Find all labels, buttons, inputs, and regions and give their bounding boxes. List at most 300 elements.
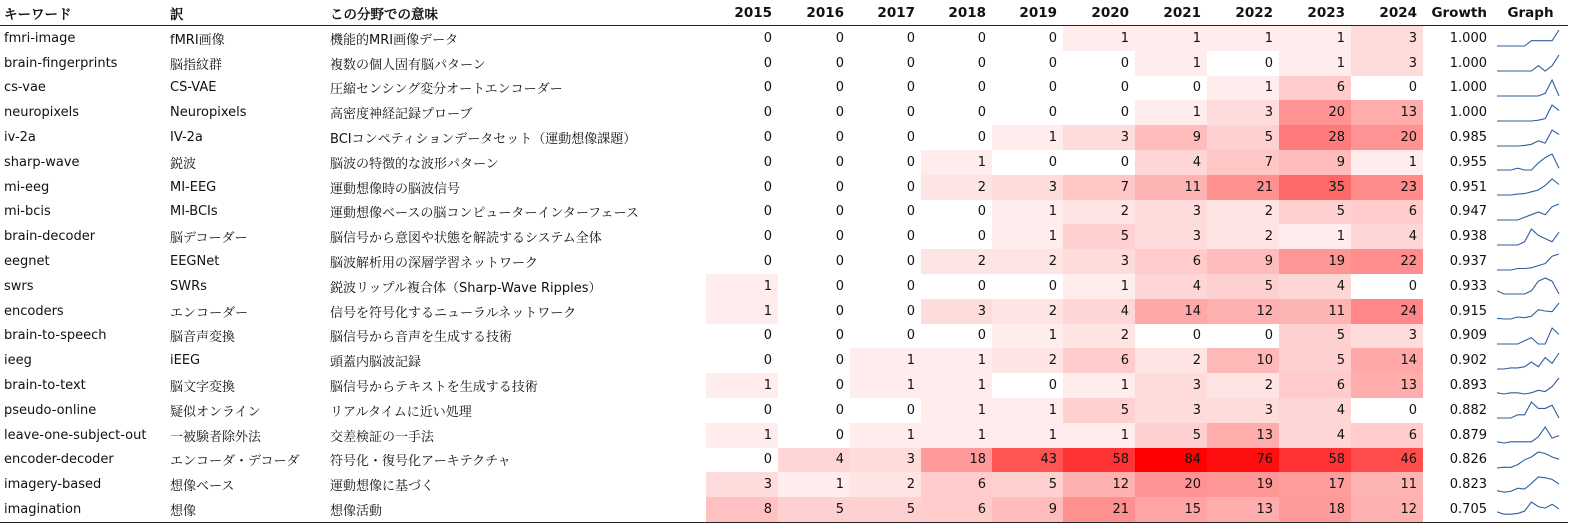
count-cell: 9 [1279, 150, 1351, 175]
sparkline [1495, 400, 1561, 420]
count-cell: 12 [1063, 472, 1135, 497]
count-cell: 1 [706, 299, 778, 324]
count-cell: 0 [850, 398, 921, 423]
count-cell: 0 [850, 76, 921, 101]
sparkline [1495, 276, 1561, 296]
year-header: 2022 [1207, 0, 1279, 26]
table-row [0, 497, 1568, 522]
sparkline-cell [1493, 26, 1568, 51]
count-cell: 21 [1063, 497, 1135, 522]
count-cell: 1 [1135, 51, 1207, 76]
sparkline [1495, 500, 1561, 520]
meaning-cell: 運動想像ベースの脳コンピューターインターフェース [330, 206, 639, 222]
count-cell: 0 [778, 299, 850, 324]
count-cell: 3 [1135, 373, 1207, 398]
count-cell: 1 [992, 200, 1063, 225]
count-cell: 0 [706, 175, 778, 200]
year-header: 2016 [778, 0, 850, 26]
count-cell: 1 [1135, 100, 1207, 125]
translation-cell: Neuropixels [170, 105, 247, 121]
sparkline-line [1497, 55, 1559, 71]
sparkline-line [1497, 402, 1559, 418]
table-row [0, 200, 1568, 225]
meaning-cell: 脳信号から意図や状態を解読するシステム全体 [330, 231, 602, 247]
count-cell: 0 [850, 224, 921, 249]
count-cell: 0 [706, 249, 778, 274]
count-cell: 4 [1279, 423, 1351, 448]
growth-cell: 0.951 [1449, 179, 1487, 195]
count-cell: 13 [1351, 373, 1423, 398]
count-cell: 1 [1063, 373, 1135, 398]
table-row [0, 249, 1568, 274]
sparkline-line [1497, 328, 1559, 344]
count-cell: 0 [778, 26, 850, 51]
count-cell: 13 [1207, 497, 1279, 522]
count-cell: 6 [1135, 249, 1207, 274]
count-cell: 76 [1207, 448, 1279, 473]
count-cell: 0 [778, 100, 850, 125]
translation-cell: iEEG [170, 353, 201, 369]
count-cell: 1 [1063, 423, 1135, 448]
translation-cell: 想像ベース [170, 479, 235, 495]
sparkline-line [1497, 229, 1559, 245]
count-cell: 0 [1063, 100, 1135, 125]
meaning-cell: 交差検証の一手法 [330, 429, 435, 445]
meaning-cell: BCIコンペティションデータセット（運動想像課題） [330, 132, 637, 148]
sparkline-cell [1493, 299, 1568, 324]
sparkline [1495, 53, 1561, 73]
count-cell: 1 [921, 423, 992, 448]
count-cell: 0 [1207, 324, 1279, 349]
count-cell: 20 [1135, 472, 1207, 497]
count-cell: 3 [1135, 200, 1207, 225]
count-cell: 0 [778, 324, 850, 349]
sparkline-line [1497, 154, 1559, 170]
count-cell: 0 [850, 249, 921, 274]
count-cell: 1 [1279, 51, 1351, 76]
count-cell: 23 [1351, 175, 1423, 200]
sparkline-line [1497, 502, 1559, 514]
count-cell: 0 [706, 76, 778, 101]
count-cell: 1 [921, 348, 992, 373]
keyword-cell: ieeg [4, 353, 32, 369]
sparkline-line [1497, 378, 1559, 394]
count-cell: 2 [992, 249, 1063, 274]
count-cell: 3 [1207, 100, 1279, 125]
count-cell: 0 [1207, 51, 1279, 76]
sparkline [1495, 152, 1561, 172]
count-cell: 5 [992, 472, 1063, 497]
count-cell: 2 [1135, 348, 1207, 373]
count-cell: 7 [1207, 150, 1279, 175]
sparkline [1495, 301, 1561, 321]
translation-cell: エンコーダー [170, 305, 249, 321]
table-row [0, 76, 1568, 101]
count-cell: 3 [921, 299, 992, 324]
count-cell: 0 [706, 324, 778, 349]
count-cell: 0 [778, 274, 850, 299]
growth-cell: 1.000 [1449, 105, 1487, 121]
count-cell: 1 [1279, 224, 1351, 249]
count-cell: 1 [1279, 26, 1351, 51]
count-cell: 0 [850, 299, 921, 324]
count-cell: 0 [778, 175, 850, 200]
sparkline-cell [1493, 448, 1568, 473]
count-cell: 1 [1207, 26, 1279, 51]
growth-cell: 0.893 [1449, 378, 1487, 394]
count-cell: 8 [706, 497, 778, 522]
count-cell: 2 [1207, 200, 1279, 225]
count-cell: 0 [921, 51, 992, 76]
meaning-cell: 信号を符号化するニューラルネットワーク [330, 305, 577, 321]
count-cell: 4 [1135, 150, 1207, 175]
count-cell: 14 [1135, 299, 1207, 324]
meaning-cell: 運動想像に基づく [330, 479, 435, 495]
count-cell: 0 [992, 150, 1063, 175]
growth-cell: 0.933 [1449, 278, 1487, 294]
sparkline-cell [1493, 175, 1568, 200]
count-cell: 1 [921, 398, 992, 423]
count-cell: 4 [1279, 274, 1351, 299]
translation-cell: fMRI画像 [170, 32, 225, 48]
keyword-cell: swrs [4, 278, 34, 294]
table-row [0, 398, 1568, 423]
sparkline [1495, 177, 1561, 197]
translation-cell: MI-BCIs [170, 204, 218, 220]
count-cell: 0 [921, 200, 992, 225]
sparkline-cell [1493, 472, 1568, 497]
meaning-cell: 想像活動 [326, 497, 706, 522]
count-cell: 0 [992, 274, 1063, 299]
sparkline-cell [1493, 200, 1568, 225]
count-cell: 0 [1063, 76, 1135, 101]
count-cell: 18 [921, 448, 992, 473]
count-cell: 20 [1351, 125, 1423, 150]
growth-header: Growth [1423, 0, 1493, 26]
count-cell: 5 [778, 497, 850, 522]
sparkline-cell [1493, 274, 1568, 299]
year-header: 2018 [921, 0, 992, 26]
keyword-cell: brain-decoder [4, 229, 96, 245]
count-cell: 0 [992, 76, 1063, 101]
count-cell: 1 [706, 423, 778, 448]
sparkline [1495, 475, 1561, 495]
count-cell: 0 [778, 348, 850, 373]
sparkline-line [1497, 204, 1559, 220]
keyword-cell: pseudo-online [4, 402, 97, 418]
growth-cell: 1.000 [1449, 80, 1487, 96]
count-cell: 11 [1135, 175, 1207, 200]
count-cell: 0 [850, 100, 921, 125]
count-cell: 0 [778, 249, 850, 274]
count-cell: 3 [1351, 26, 1423, 51]
keyword-cell: brain-to-speech [4, 328, 107, 344]
count-cell: 6 [1279, 76, 1351, 101]
sparkline [1495, 227, 1561, 247]
count-cell: 43 [992, 448, 1063, 473]
count-cell: 2 [992, 348, 1063, 373]
sparkline-cell [1493, 224, 1568, 249]
keyword-cell: imagination [0, 497, 166, 522]
count-cell: 1 [850, 348, 921, 373]
count-cell: 2 [921, 175, 992, 200]
count-cell: 5 [1279, 200, 1351, 225]
count-cell: 0 [850, 200, 921, 225]
count-cell: 2 [921, 249, 992, 274]
sparkline-cell [1493, 497, 1568, 522]
sparkline-cell [1493, 150, 1568, 175]
count-cell: 0 [921, 274, 992, 299]
sparkline-line [1497, 477, 1559, 492]
count-cell: 0 [850, 51, 921, 76]
keyword-cell: encoder-decoder [4, 452, 114, 468]
count-cell: 3 [1351, 51, 1423, 76]
count-cell: 0 [706, 100, 778, 125]
meaning-cell: 脳信号からテキストを生成する技術 [330, 380, 538, 396]
keyword-cell: encoders [4, 303, 64, 319]
sparkline [1495, 28, 1561, 48]
count-cell: 1 [992, 224, 1063, 249]
count-cell: 21 [1207, 175, 1279, 200]
growth-cell: 0.915 [1449, 303, 1487, 319]
growth-cell: 0.879 [1449, 427, 1487, 443]
sparkline-cell [1493, 348, 1568, 373]
translation-cell: エンコーダ・デコーダ [170, 454, 300, 470]
growth-cell: 1.000 [1449, 30, 1487, 46]
table-row [0, 299, 1568, 324]
count-cell: 12 [1351, 497, 1423, 522]
count-cell: 5 [1063, 224, 1135, 249]
translation-cell: EEGNet [170, 254, 220, 270]
year-header: 2023 [1279, 0, 1351, 26]
keyword-cell: leave-one-subject-out [4, 427, 147, 443]
meaning-header: この分野での意味 [326, 0, 706, 26]
keyword-cell: iv-2a [4, 130, 36, 146]
year-header: 2017 [850, 0, 921, 26]
count-cell: 0 [706, 125, 778, 150]
count-cell: 1 [850, 423, 921, 448]
count-cell: 1 [992, 398, 1063, 423]
keyword-cell: eegnet [4, 254, 50, 270]
count-cell: 58 [1279, 448, 1351, 473]
count-cell: 0 [706, 51, 778, 76]
meaning-cell: 脳波の特徴的な波形パターン [330, 156, 499, 172]
meaning-cell: 鋭波リップル複合体（Sharp-Wave Ripples） [330, 280, 602, 296]
table-body [0, 26, 1568, 523]
sparkline-cell [1493, 125, 1568, 150]
count-cell: 0 [706, 348, 778, 373]
meaning-cell: 脳波解析用の深層学習ネットワーク [330, 256, 539, 272]
count-cell: 0 [850, 274, 921, 299]
year-header: 2024 [1351, 0, 1423, 26]
sparkline-line [1497, 80, 1559, 96]
count-cell: 5 [1207, 125, 1279, 150]
sparkline-line [1497, 353, 1559, 369]
meaning-cell: 頭蓋内脳波記録 [330, 355, 422, 371]
sparkline-line [1497, 254, 1559, 270]
count-cell: 1 [706, 373, 778, 398]
growth-cell: 0.882 [1449, 402, 1487, 418]
count-cell: 13 [1351, 100, 1423, 125]
count-cell: 0 [921, 324, 992, 349]
count-cell: 1 [992, 324, 1063, 349]
growth-cell: 0.985 [1449, 130, 1487, 146]
meaning-cell: 運動想像時の脳波信号 [330, 181, 461, 197]
sparkline-line [1497, 303, 1559, 319]
growth-cell: 1.000 [1449, 55, 1487, 71]
count-cell: 84 [1135, 448, 1207, 473]
keyword-cell: neuropixels [4, 105, 80, 121]
growth-cell: 0.955 [1449, 154, 1487, 170]
count-cell: 5 [1063, 398, 1135, 423]
sparkline-line [1497, 452, 1559, 468]
count-cell: 5 [1279, 348, 1351, 373]
table-row [0, 472, 1568, 497]
count-cell: 0 [778, 423, 850, 448]
table-row [0, 348, 1568, 373]
count-cell: 0 [778, 200, 850, 225]
translation-cell: 想像 [166, 497, 326, 522]
growth-cell: 0.947 [1449, 204, 1487, 220]
count-cell: 1 [778, 472, 850, 497]
table-row [0, 274, 1568, 299]
count-cell: 2 [1207, 224, 1279, 249]
count-cell: 3 [1063, 125, 1135, 150]
count-cell: 0 [921, 76, 992, 101]
translation-cell: IV-2a [170, 130, 203, 146]
count-cell: 6 [921, 497, 992, 522]
translation-cell: 脳指紋群 [170, 57, 223, 73]
year-header: 2021 [1135, 0, 1207, 26]
table-row [0, 423, 1568, 448]
graph-header: Graph [1493, 0, 1568, 26]
count-cell: 1 [1063, 274, 1135, 299]
count-cell: 0 [992, 26, 1063, 51]
sparkline [1495, 425, 1561, 445]
keyword-cell: mi-bcis [4, 204, 51, 220]
sparkline-cell [1493, 76, 1568, 101]
count-cell: 0 [778, 150, 850, 175]
table-row [0, 51, 1568, 76]
count-cell: 3 [1063, 249, 1135, 274]
count-cell: 0 [778, 373, 850, 398]
table-row [0, 224, 1568, 249]
growth-cell: 0.937 [1449, 254, 1487, 270]
translation-cell: MI-EEG [170, 179, 217, 195]
year-header: 2015 [706, 0, 778, 26]
sparkline [1495, 128, 1561, 148]
keyword-cell: brain-to-text [4, 378, 86, 394]
keyword-cell: sharp-wave [4, 154, 80, 170]
count-cell: 3 [1351, 324, 1423, 349]
count-cell: 0 [706, 200, 778, 225]
sparkline [1495, 78, 1561, 98]
sparkline [1495, 450, 1561, 470]
meaning-cell: 符号化・復号化アーキテクチャ [330, 454, 511, 470]
count-cell: 0 [778, 224, 850, 249]
translation-cell: 脳デコーダー [170, 231, 248, 247]
count-cell: 0 [706, 448, 778, 473]
sparkline-line [1497, 278, 1559, 294]
count-cell: 9 [992, 497, 1063, 522]
count-cell: 17 [1279, 472, 1351, 497]
sparkline-cell [1493, 100, 1568, 125]
count-cell: 0 [706, 150, 778, 175]
sparkline-line [1497, 30, 1559, 46]
count-cell: 1 [1351, 150, 1423, 175]
count-cell: 5 [1279, 324, 1351, 349]
sparkline [1495, 351, 1561, 371]
count-cell: 19 [1207, 472, 1279, 497]
count-cell: 6 [1351, 200, 1423, 225]
count-cell: 0 [921, 26, 992, 51]
count-cell: 0 [921, 125, 992, 150]
count-cell: 3 [1135, 224, 1207, 249]
count-cell: 2 [1207, 373, 1279, 398]
count-cell: 35 [1279, 175, 1351, 200]
header-row [0, 0, 1568, 26]
meaning-cell: 複数の個人固有脳パターン [330, 57, 486, 73]
table-row [0, 373, 1568, 398]
table-row [0, 150, 1568, 175]
count-cell: 1 [992, 125, 1063, 150]
table-row [0, 448, 1568, 473]
count-cell: 13 [1207, 423, 1279, 448]
count-cell: 1 [921, 373, 992, 398]
count-cell: 2 [1063, 324, 1135, 349]
count-cell: 3 [992, 175, 1063, 200]
count-cell: 0 [778, 76, 850, 101]
count-cell: 2 [992, 299, 1063, 324]
count-cell: 0 [1063, 150, 1135, 175]
count-cell: 0 [992, 100, 1063, 125]
count-cell: 0 [850, 26, 921, 51]
sparkline [1495, 202, 1561, 222]
count-cell: 1 [850, 373, 921, 398]
sparkline-cell [1493, 249, 1568, 274]
sparkline-cell [1493, 423, 1568, 448]
table-row [0, 175, 1568, 200]
keyword-cell: mi-eeg [4, 179, 50, 195]
count-cell: 24 [1351, 299, 1423, 324]
sparkline [1495, 103, 1561, 123]
count-cell: 22 [1351, 249, 1423, 274]
count-cell: 0 [778, 125, 850, 150]
count-cell: 0 [706, 224, 778, 249]
count-cell: 9 [1207, 249, 1279, 274]
count-cell: 0 [850, 150, 921, 175]
count-cell: 0 [850, 175, 921, 200]
count-cell: 3 [706, 472, 778, 497]
growth-cell: 0.909 [1449, 328, 1487, 344]
meaning-cell: リアルタイムに近い処理 [330, 404, 472, 420]
sparkline-cell [1493, 324, 1568, 349]
growth-cell: 0.938 [1449, 229, 1487, 245]
count-cell: 4 [1279, 398, 1351, 423]
count-cell: 0 [1351, 398, 1423, 423]
meaning-cell: 高密度神経記録プローブ [330, 107, 473, 123]
growth-cell: 0.823 [1449, 477, 1487, 493]
keyword-cell: brain-fingerprints [4, 55, 118, 71]
count-cell: 1 [992, 423, 1063, 448]
count-cell: 11 [1279, 299, 1351, 324]
count-cell: 2 [1063, 200, 1135, 225]
count-cell: 0 [1351, 76, 1423, 101]
count-cell: 5 [1207, 274, 1279, 299]
count-cell: 4 [778, 448, 850, 473]
count-cell: 10 [1207, 348, 1279, 373]
translation-cell: 一被験者除外法 [170, 429, 262, 445]
